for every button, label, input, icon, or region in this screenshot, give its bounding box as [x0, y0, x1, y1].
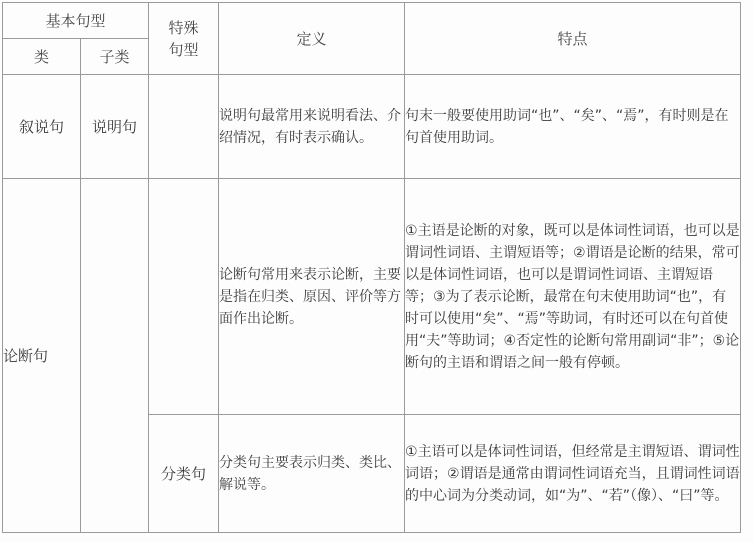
header-subcategory: 子类 [81, 39, 149, 75]
cell-definition: 论断句常用来表示论断，主要是指在归类、原因、评价等方面作出论断。 [219, 179, 405, 415]
header-features: 特点 [405, 3, 741, 75]
header-row-1 [3, 3, 741, 39]
cell-special: 分类句 [149, 415, 219, 533]
cell-special [149, 75, 219, 179]
cell-definition: 分类句主要表示归类、类比、解说等。 [219, 415, 405, 533]
header-basic-type: 基本句型 [3, 3, 149, 39]
cell-features: ①主语可以是体词性词语，但经常是主谓短语、谓词性词语；②谓语是通常由谓词性词语充当，且谓词性词语的中心词为分类动词，如“为”、“若”（像）、“曰”等。 [405, 415, 741, 533]
sentence-type-table [2, 2, 741, 533]
row-narrative [3, 75, 741, 179]
header-definition: 定义 [219, 3, 405, 75]
cell-special [149, 179, 219, 415]
header-category: 类 [3, 39, 81, 75]
cell-definition: 说明句最常用来说明看法、介绍情况，有时表示确认。 [219, 75, 405, 179]
cell-subcategory [81, 179, 149, 533]
cell-features: ①主语是论断的对象，既可以是体词性词语，也可以是谓词性词语、主谓短语等；②谓语是论断的结果，常可以是体词性词语，也可以是谓词性词语、主谓短语等；③为了表示论断，最常在句末使用助词“也”，有时可以使用“矣”、“焉”等助词，有时还可以在句首使用“夫”等助词；④否定性的论断句常用副词“非”；⑤论断句的主语和谓语之间一般有停顿。 [405, 179, 741, 415]
header-special-type: 特殊 句型 [149, 3, 219, 75]
cell-category: 叙说句 [3, 75, 81, 179]
row-judgment [3, 179, 741, 415]
cell-features: 句末一般要使用助词“也”、“矣”、“焉”，有时则是在句首使用助词。 [405, 75, 741, 179]
cell-subcategory: 说明句 [81, 75, 149, 179]
cell-category: 论断句 [3, 179, 81, 533]
